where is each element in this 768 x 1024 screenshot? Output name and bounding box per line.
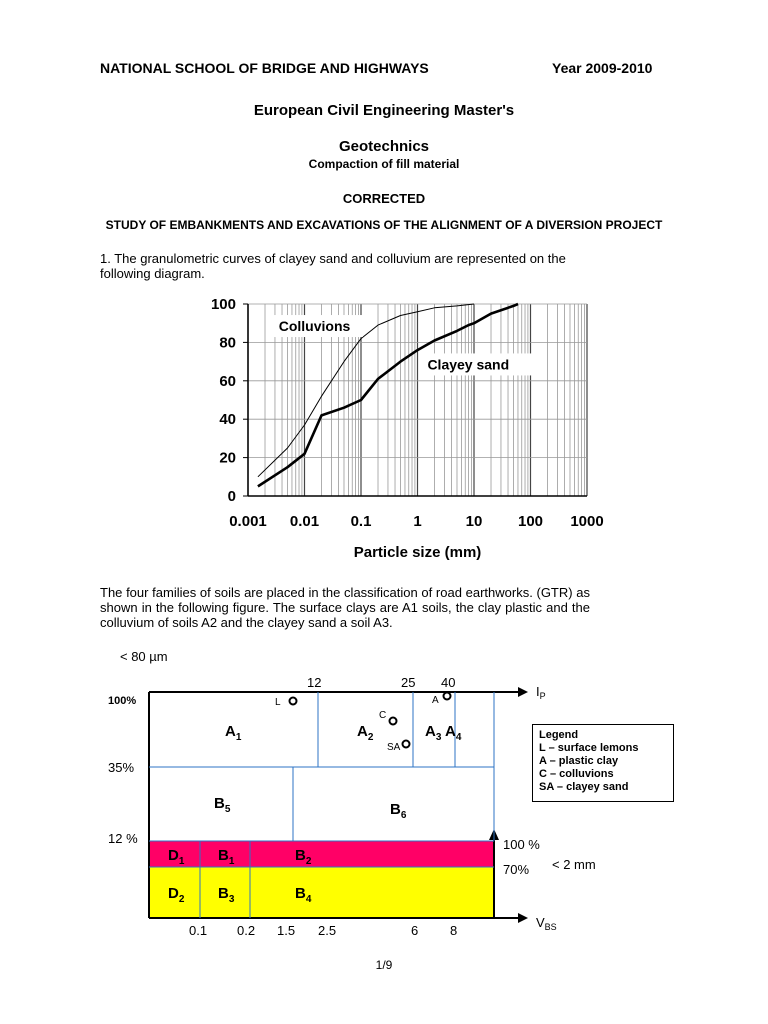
status-heading: CORRECTED: [342, 191, 426, 206]
label-100pct: 100%: [108, 695, 137, 707]
point-a-marker: [444, 693, 451, 700]
class-b6: $B_6$: [390, 801, 407, 821]
study-heading: STUDY OF EMBANKMENTS AND EXCAVATIONS OF THE ALIGNMENT OF A DIVERSION PROJECT: [105, 218, 663, 232]
legend-title: Legend: [539, 729, 579, 741]
course-subtitle: Compaction of fill material: [308, 157, 460, 171]
band-d2-b3-b4: [149, 867, 494, 918]
label-12pct: 12 %: [108, 831, 138, 846]
class-b3: $B_3$: [218, 885, 235, 905]
ip-tick-25: 25: [401, 675, 416, 690]
chart-x-tick-label: 0.001: [229, 513, 267, 530]
legend-box: [532, 724, 674, 802]
vbs-axis-label: $V_{BS}$: [536, 915, 557, 932]
class-d1: $D_1$: [168, 847, 185, 867]
label-right-100pct: 100 %: [503, 837, 540, 852]
master-title: European Civil Engineering Master's: [253, 102, 515, 119]
point-label-sa: SA: [387, 742, 401, 753]
chart-y-tick-label: 20: [219, 449, 236, 467]
chart-x-tick-label: 1000: [570, 513, 604, 530]
academic-year: Year 2009-2010: [552, 60, 653, 76]
point-l-marker: [290, 698, 297, 705]
ip-tick-40: 40: [441, 675, 456, 690]
vbs-tick-2-5: 2.5: [318, 923, 337, 938]
chart-y-tick-label: 40: [219, 411, 236, 429]
paragraph-1: 1. The granulometric curves of clayey sand and colluvium are represented on the following diagram.: [100, 251, 566, 281]
chart-series-label: Clayey sand: [427, 356, 510, 373]
chart-x-tick-label: 0.01: [289, 513, 320, 530]
legend-item-a: A – plastic clay: [539, 755, 619, 767]
legend-item-sa: SA – clayey sand: [539, 781, 629, 793]
point-label-c: C: [379, 710, 387, 721]
class-b4: $B_4$: [295, 885, 312, 905]
label-lt-2mm: < 2 mm: [552, 857, 596, 872]
vbs-arrow-icon: [518, 913, 528, 923]
chart-series-label: Colluvions: [278, 318, 351, 335]
class-b5: $B_5$: [214, 795, 231, 815]
class-a2: $A_2$: [357, 723, 374, 743]
legend-item-l: L – surface lemons: [539, 742, 639, 754]
chart-y-tick-label: 80: [219, 334, 236, 352]
page-number: 1/9: [375, 958, 393, 972]
course-title: Geotechnics: [338, 138, 430, 155]
band-d1-b1-b2: [149, 841, 494, 867]
vbs-tick-6: 6: [411, 923, 419, 938]
class-b2: $B_2$: [295, 847, 312, 867]
label-right-70pct: 70%: [503, 862, 530, 877]
point-label-a: A: [432, 695, 439, 706]
chart-x-tick-label: 0.1: [350, 513, 372, 530]
paragraph-2: The four families of soils are placed in the classification of road earthworks. (GTR) as shown in the following figure. The surface clays are A1 soils, the clay plastic and the colluvium of soils A2 and the clayey sand a soil A3.: [100, 585, 590, 630]
vbs-tick-1-5: 1.5: [277, 923, 296, 938]
chart-x-tick-label: 10: [465, 513, 483, 530]
chart-x-tick-label: 1: [413, 513, 422, 530]
vbs-tick-0-1: 0.1: [189, 923, 208, 938]
ip-tick-12: 12: [307, 675, 322, 690]
class-a4: $A_4$: [445, 723, 462, 743]
chart-y-tick-label: 100: [210, 296, 236, 313]
chart-y-tick-label: 60: [219, 372, 236, 390]
point-sa-marker: [403, 741, 410, 748]
ip-arrow-icon: [518, 687, 528, 697]
class-a1: $A_1$: [225, 723, 242, 743]
school-name: NATIONAL SCHOOL OF BRIDGE AND HIGHWAYS: [100, 60, 429, 76]
legend-item-c: C – colluvions: [539, 768, 614, 780]
class-d2: $D_2$: [168, 885, 185, 905]
vbs-tick-8: 8: [450, 923, 458, 938]
ip-axis-label: $I_P$: [536, 684, 546, 701]
chart-y-tick-label: 0: [227, 488, 236, 505]
granulometric-chart: [180, 290, 620, 570]
chart-x-tick-label: 100: [517, 513, 544, 530]
chart-x-axis-label: Particle size (mm): [353, 544, 482, 561]
point-label-l: L: [275, 697, 281, 708]
class-a3: $A_3$: [425, 723, 442, 743]
class-b1: $B_1$: [218, 847, 235, 867]
label-80um: < 80 µm: [120, 649, 168, 664]
point-c-marker: [390, 718, 397, 725]
label-35pct: 35%: [108, 760, 135, 775]
vbs-tick-0-2: 0.2: [237, 923, 256, 938]
